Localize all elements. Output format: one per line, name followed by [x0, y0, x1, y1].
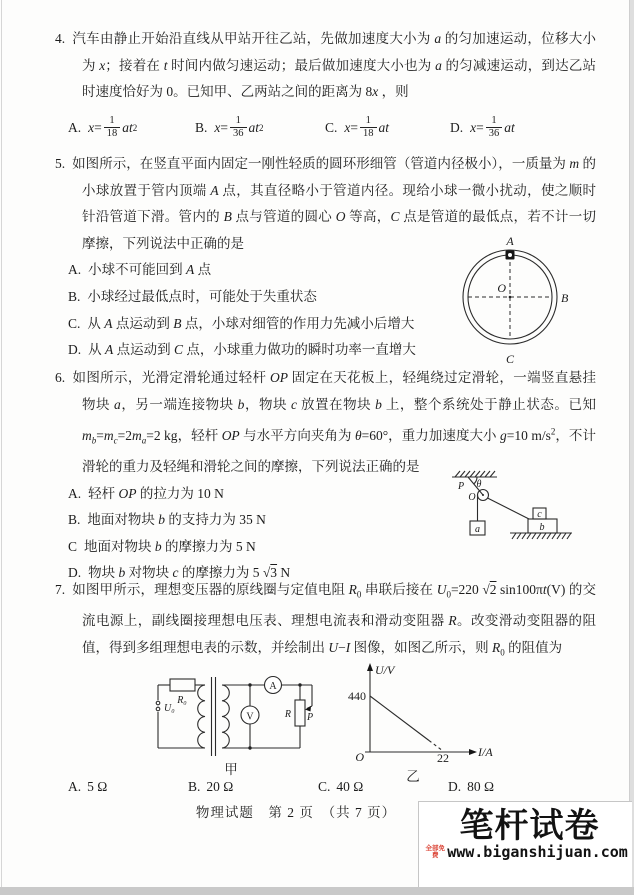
question-4-stem: [55, 26, 596, 106]
u-i-graph-figure: [340, 660, 500, 786]
point-p-label: P: [457, 481, 465, 492]
watermark-brand: 笔杆试卷: [459, 806, 600, 846]
option-a: A. 轻杆 OP 的拉力为 10 N: [68, 485, 224, 501]
point-o-label: O: [468, 492, 476, 503]
question-7-stem: [55, 577, 596, 666]
figure-yi-caption: 乙: [406, 769, 420, 784]
x-intercept-value: 22: [437, 751, 449, 765]
rheostat-r-label: R: [284, 709, 291, 720]
theta-label: θ: [476, 479, 482, 490]
origin-label: O: [355, 750, 364, 764]
question-number: 5.: [55, 156, 66, 171]
question-text: 如图所示，光滑定滑轮通过轻杆 OP 固定在天花板上，轻绳绕过定滑轮，一端竖直悬挂物块 a，另一端连接物块 b，物块 c 放置在物块 b 上，整个系统处于静止状态。已知 $m_b=m_c=2m_a=2$ kg，轻杆 OP 与水平方向夹角为 θ=60°，重力加速度大小 g=10 $m/s^2$，不计滑轮的重力及轻绳和滑轮之间的摩擦，下列说法正确的是: [72, 370, 597, 474]
option-d: D. 物块 b 对物块 c 的摩擦力为 5 √3 N: [68, 565, 291, 581]
fraction: $\frac{1}{36}$: [486, 115, 503, 141]
option-c: C. x= $\frac{1}{18}$ at: [325, 114, 390, 140]
watermark-panel: [418, 801, 632, 887]
y-axis-label: U/V: [375, 663, 395, 677]
watermark-url-row: [419, 843, 632, 861]
option-a: A. 小球不可能回到 A 点: [68, 262, 212, 278]
page-footer: 物理试题 第 2 页 （共 7 页）: [195, 805, 397, 820]
option-b: B. 地面对物块 b 的支持力为 35 N: [68, 512, 266, 528]
option-b: B. 20 Ω: [188, 779, 234, 794]
question-number: 6.: [55, 370, 66, 385]
question-text: 汽车由静止开始沿直线从甲站开往乙站，先做加速度大小为 a 的匀加速运动，位移大小为 x；接着在 t 时间内做匀速运动；最后做加速度大小也为 a 的匀减速运动，到达乙站时速度恰好为 0。已知甲、乙两站之间的距离为 8x ，则: [72, 31, 597, 100]
watermark-free-tag: 全部免费: [425, 843, 445, 860]
option-c: C 地面对物块 b 的摩擦力为 5 N: [68, 538, 256, 554]
resistor-r0-label: R₀: [177, 695, 187, 706]
fraction: $\frac{1}{36}$: [230, 115, 247, 141]
pulley-blocks-figure: [436, 455, 611, 563]
option-d: D. 从 A 点运动到 C 点，小球重力做功的瞬时功率一直增大: [68, 342, 416, 358]
block-c-label: c: [537, 509, 542, 520]
question-number: 7.: [55, 582, 66, 597]
fraction: $\frac{1}{18}$: [104, 115, 121, 141]
source-u0-label: U₀: [164, 703, 175, 714]
block-a-label: a: [475, 524, 480, 535]
point-b-label: B: [561, 291, 569, 305]
option-b: B. 小球经过最低点时，可能处于失重状态: [68, 288, 317, 304]
option-a: A. x= $\frac{1}{18}$ at 2: [68, 114, 138, 140]
x-axis-label: I/A: [478, 745, 493, 759]
voltmeter-label: V: [246, 711, 254, 723]
option-d: D. x= $\frac{1}{36}$ at: [450, 114, 515, 140]
question-number: 4.: [55, 31, 66, 46]
question-4-options: [55, 108, 596, 148]
y-intercept-value: 440: [348, 689, 366, 703]
question-text: 如图所示，在竖直平面内固定一刚性轻质的圆环形细管（管道内径极小），一质量为 m 的小球放置于管内顶端 A 点，其直径略小于管道内径。现给小球一微小扰动，使之顺时针沿管道下滑。管内的 B 点与管道的圆心 O 等高，C 点是管道的最低点，若不计一切摩擦，下列说法中正确的是: [72, 156, 597, 251]
option-b: B. x= $\frac{1}{36}$ at 2: [195, 114, 264, 140]
question-7: [55, 577, 596, 666]
transformer-circuit-figure: [146, 664, 328, 778]
block-b-label: b: [539, 522, 545, 533]
center-o-label: O: [497, 281, 506, 295]
watermark-url: www.biganshijuan.com: [447, 843, 628, 862]
ring-tube-figure: [449, 234, 601, 374]
figure-jia-caption: 甲: [224, 762, 238, 777]
slider-p-label: P: [306, 712, 314, 723]
option-d: D. 80 Ω: [448, 779, 495, 794]
question-text: 如图甲所示，理想变压器的原线圈与定值电阻 $R_0$ 串联后接在 $U_0=220$ √2 sin100πt(V) 的交流电源上，副线圈接理想电压表、理想电流表和滑动变阻器 R。改变滑动变阻器的阻值，得到多组理想电表的示数，并绘制出 U−I 图像，如图乙所示，则 $R_0$ 的阻值为: [72, 582, 597, 658]
page-bottom-edge: [0, 887, 634, 895]
page-right-edge: [629, 0, 634, 887]
question-7-options: [55, 779, 615, 801]
ammeter-label: A: [269, 681, 277, 692]
point-a-label: A: [506, 234, 514, 248]
point-c-label: C: [505, 352, 515, 366]
option-a: A. 5 Ω: [68, 779, 108, 794]
fraction: $\frac{1}{18}$: [360, 115, 377, 141]
page-left-edge: [1, 0, 2, 887]
question-4: [55, 26, 596, 148]
option-c: C. 从 A 点运动到 B 点，小球对细管的作用力先减小后增大: [68, 315, 415, 331]
option-c: C. 40 Ω: [318, 779, 364, 794]
